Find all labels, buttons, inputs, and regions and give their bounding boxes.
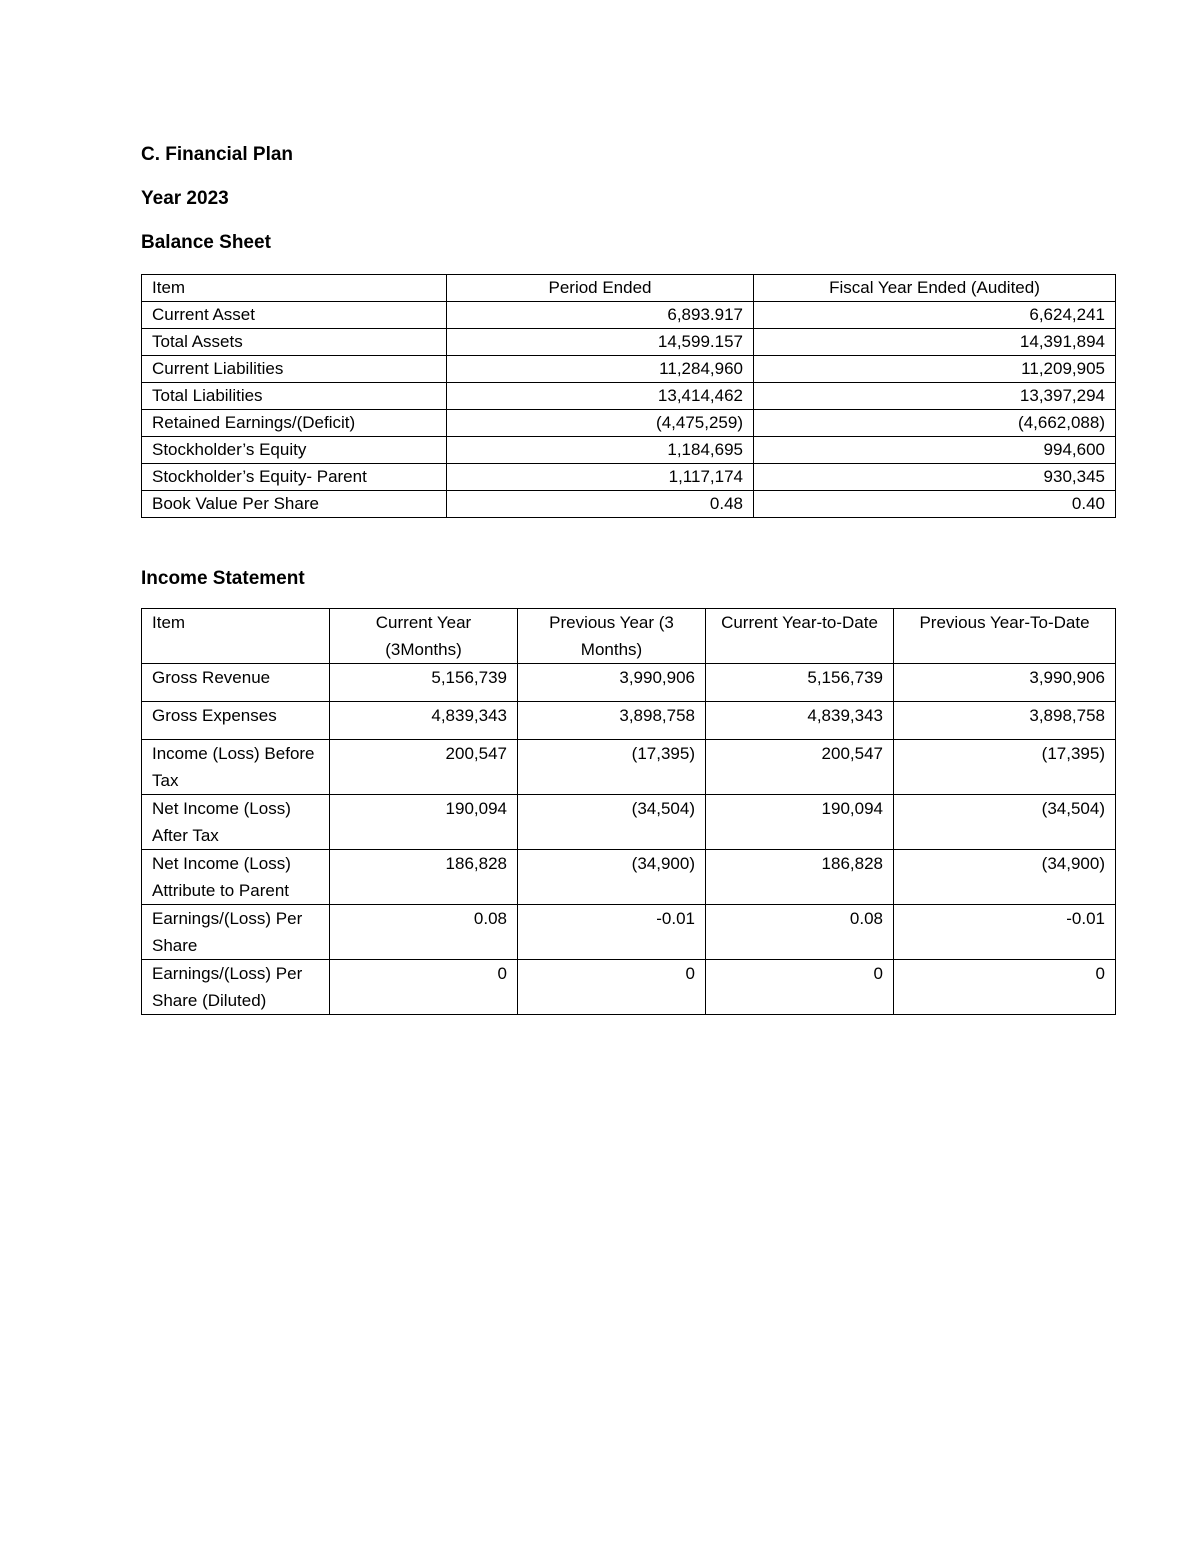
- previous-year-value: 3,990,906: [518, 664, 706, 702]
- current-ytd-value: 0: [706, 960, 894, 1015]
- table-row: [142, 464, 1116, 491]
- current-ytd-value: 4,839,343: [706, 702, 894, 740]
- table-row: [142, 437, 1116, 464]
- period-ended-value: 13,414,462: [447, 383, 754, 410]
- table-row: [142, 410, 1116, 437]
- row-label: Total Assets: [142, 329, 447, 356]
- previous-ytd-value: 3,990,906: [894, 664, 1116, 702]
- current-year-value: 0: [330, 960, 518, 1015]
- fiscal-year-value: 13,397,294: [754, 383, 1116, 410]
- year-heading: Year 2023: [141, 188, 229, 209]
- previous-year-value: -0.01: [518, 905, 706, 960]
- current-year-value: 0.08: [330, 905, 518, 960]
- row-label: Total Liabilities: [142, 383, 447, 410]
- row-label: Retained Earnings/(Deficit): [142, 410, 447, 437]
- period-ended-value: 0.48: [447, 491, 754, 518]
- row-label: Book Value Per Share: [142, 491, 447, 518]
- column-header-fiscal-year-ended: Fiscal Year Ended (Audited): [754, 275, 1116, 302]
- column-header-current-year: Current Year (3Months): [330, 609, 518, 664]
- period-ended-value: 6,893.917: [447, 302, 754, 329]
- fiscal-year-value: (4,662,088): [754, 410, 1116, 437]
- previous-ytd-value: (34,900): [894, 850, 1116, 905]
- row-label: Current Liabilities: [142, 356, 447, 383]
- table-header-row: [142, 609, 1116, 664]
- period-ended-value: 14,599.157: [447, 329, 754, 356]
- income-statement-table: [141, 608, 1116, 1015]
- row-label: Income (Loss) Before Tax: [142, 740, 330, 795]
- table-row: [142, 702, 1116, 740]
- current-year-value: 5,156,739: [330, 664, 518, 702]
- row-label: Earnings/(Loss) Per Share: [142, 905, 330, 960]
- previous-ytd-value: 3,898,758: [894, 702, 1116, 740]
- period-ended-value: 1,117,174: [447, 464, 754, 491]
- row-label: Stockholder’s Equity- Parent: [142, 464, 447, 491]
- previous-year-value: 0: [518, 960, 706, 1015]
- period-ended-value: 11,284,960: [447, 356, 754, 383]
- current-ytd-value: 0.08: [706, 905, 894, 960]
- table-row: [142, 329, 1116, 356]
- current-ytd-value: 200,547: [706, 740, 894, 795]
- table-row: [142, 302, 1116, 329]
- fiscal-year-value: 930,345: [754, 464, 1116, 491]
- row-label: Stockholder’s Equity: [142, 437, 447, 464]
- column-header-period-ended: Period Ended: [447, 275, 754, 302]
- row-label: Net Income (Loss) Attribute to Parent: [142, 850, 330, 905]
- current-year-value: 186,828: [330, 850, 518, 905]
- period-ended-value: (4,475,259): [447, 410, 754, 437]
- row-label: Earnings/(Loss) Per Share (Diluted): [142, 960, 330, 1015]
- column-header-previous-ytd: Previous Year-To-Date: [894, 609, 1116, 664]
- column-header-current-ytd: Current Year-to-Date: [706, 609, 894, 664]
- balance-sheet-table: [141, 274, 1116, 518]
- previous-ytd-value: (34,504): [894, 795, 1116, 850]
- row-label: Gross Revenue: [142, 664, 330, 702]
- current-ytd-value: 190,094: [706, 795, 894, 850]
- previous-year-value: (34,900): [518, 850, 706, 905]
- period-ended-value: 1,184,695: [447, 437, 754, 464]
- current-ytd-value: 5,156,739: [706, 664, 894, 702]
- column-header-previous-year: Previous Year (3 Months): [518, 609, 706, 664]
- previous-ytd-value: 0: [894, 960, 1116, 1015]
- table-header-row: [142, 275, 1116, 302]
- current-year-value: 190,094: [330, 795, 518, 850]
- row-label: Current Asset: [142, 302, 447, 329]
- table-row: [142, 740, 1116, 795]
- balance-sheet-heading: Balance Sheet: [141, 232, 271, 253]
- previous-year-value: (34,504): [518, 795, 706, 850]
- previous-ytd-value: (17,395): [894, 740, 1116, 795]
- current-ytd-value: 186,828: [706, 850, 894, 905]
- column-header-item: Item: [142, 275, 447, 302]
- current-year-value: 200,547: [330, 740, 518, 795]
- current-year-value: 4,839,343: [330, 702, 518, 740]
- table-row: [142, 960, 1116, 1015]
- fiscal-year-value: 6,624,241: [754, 302, 1116, 329]
- fiscal-year-value: 14,391,894: [754, 329, 1116, 356]
- previous-ytd-value: -0.01: [894, 905, 1116, 960]
- table-row: [142, 664, 1116, 702]
- table-row: [142, 356, 1116, 383]
- previous-year-value: (17,395): [518, 740, 706, 795]
- table-row: [142, 850, 1116, 905]
- table-row: [142, 383, 1116, 410]
- row-label: Gross Expenses: [142, 702, 330, 740]
- income-statement-heading: Income Statement: [141, 568, 305, 589]
- column-header-item: Item: [142, 609, 330, 664]
- fiscal-year-value: 994,600: [754, 437, 1116, 464]
- previous-year-value: 3,898,758: [518, 702, 706, 740]
- section-title: C. Financial Plan: [141, 144, 294, 165]
- table-row: [142, 491, 1116, 518]
- row-label: Net Income (Loss) After Tax: [142, 795, 330, 850]
- table-row: [142, 795, 1116, 850]
- table-row: [142, 905, 1116, 960]
- fiscal-year-value: 0.40: [754, 491, 1116, 518]
- fiscal-year-value: 11,209,905: [754, 356, 1116, 383]
